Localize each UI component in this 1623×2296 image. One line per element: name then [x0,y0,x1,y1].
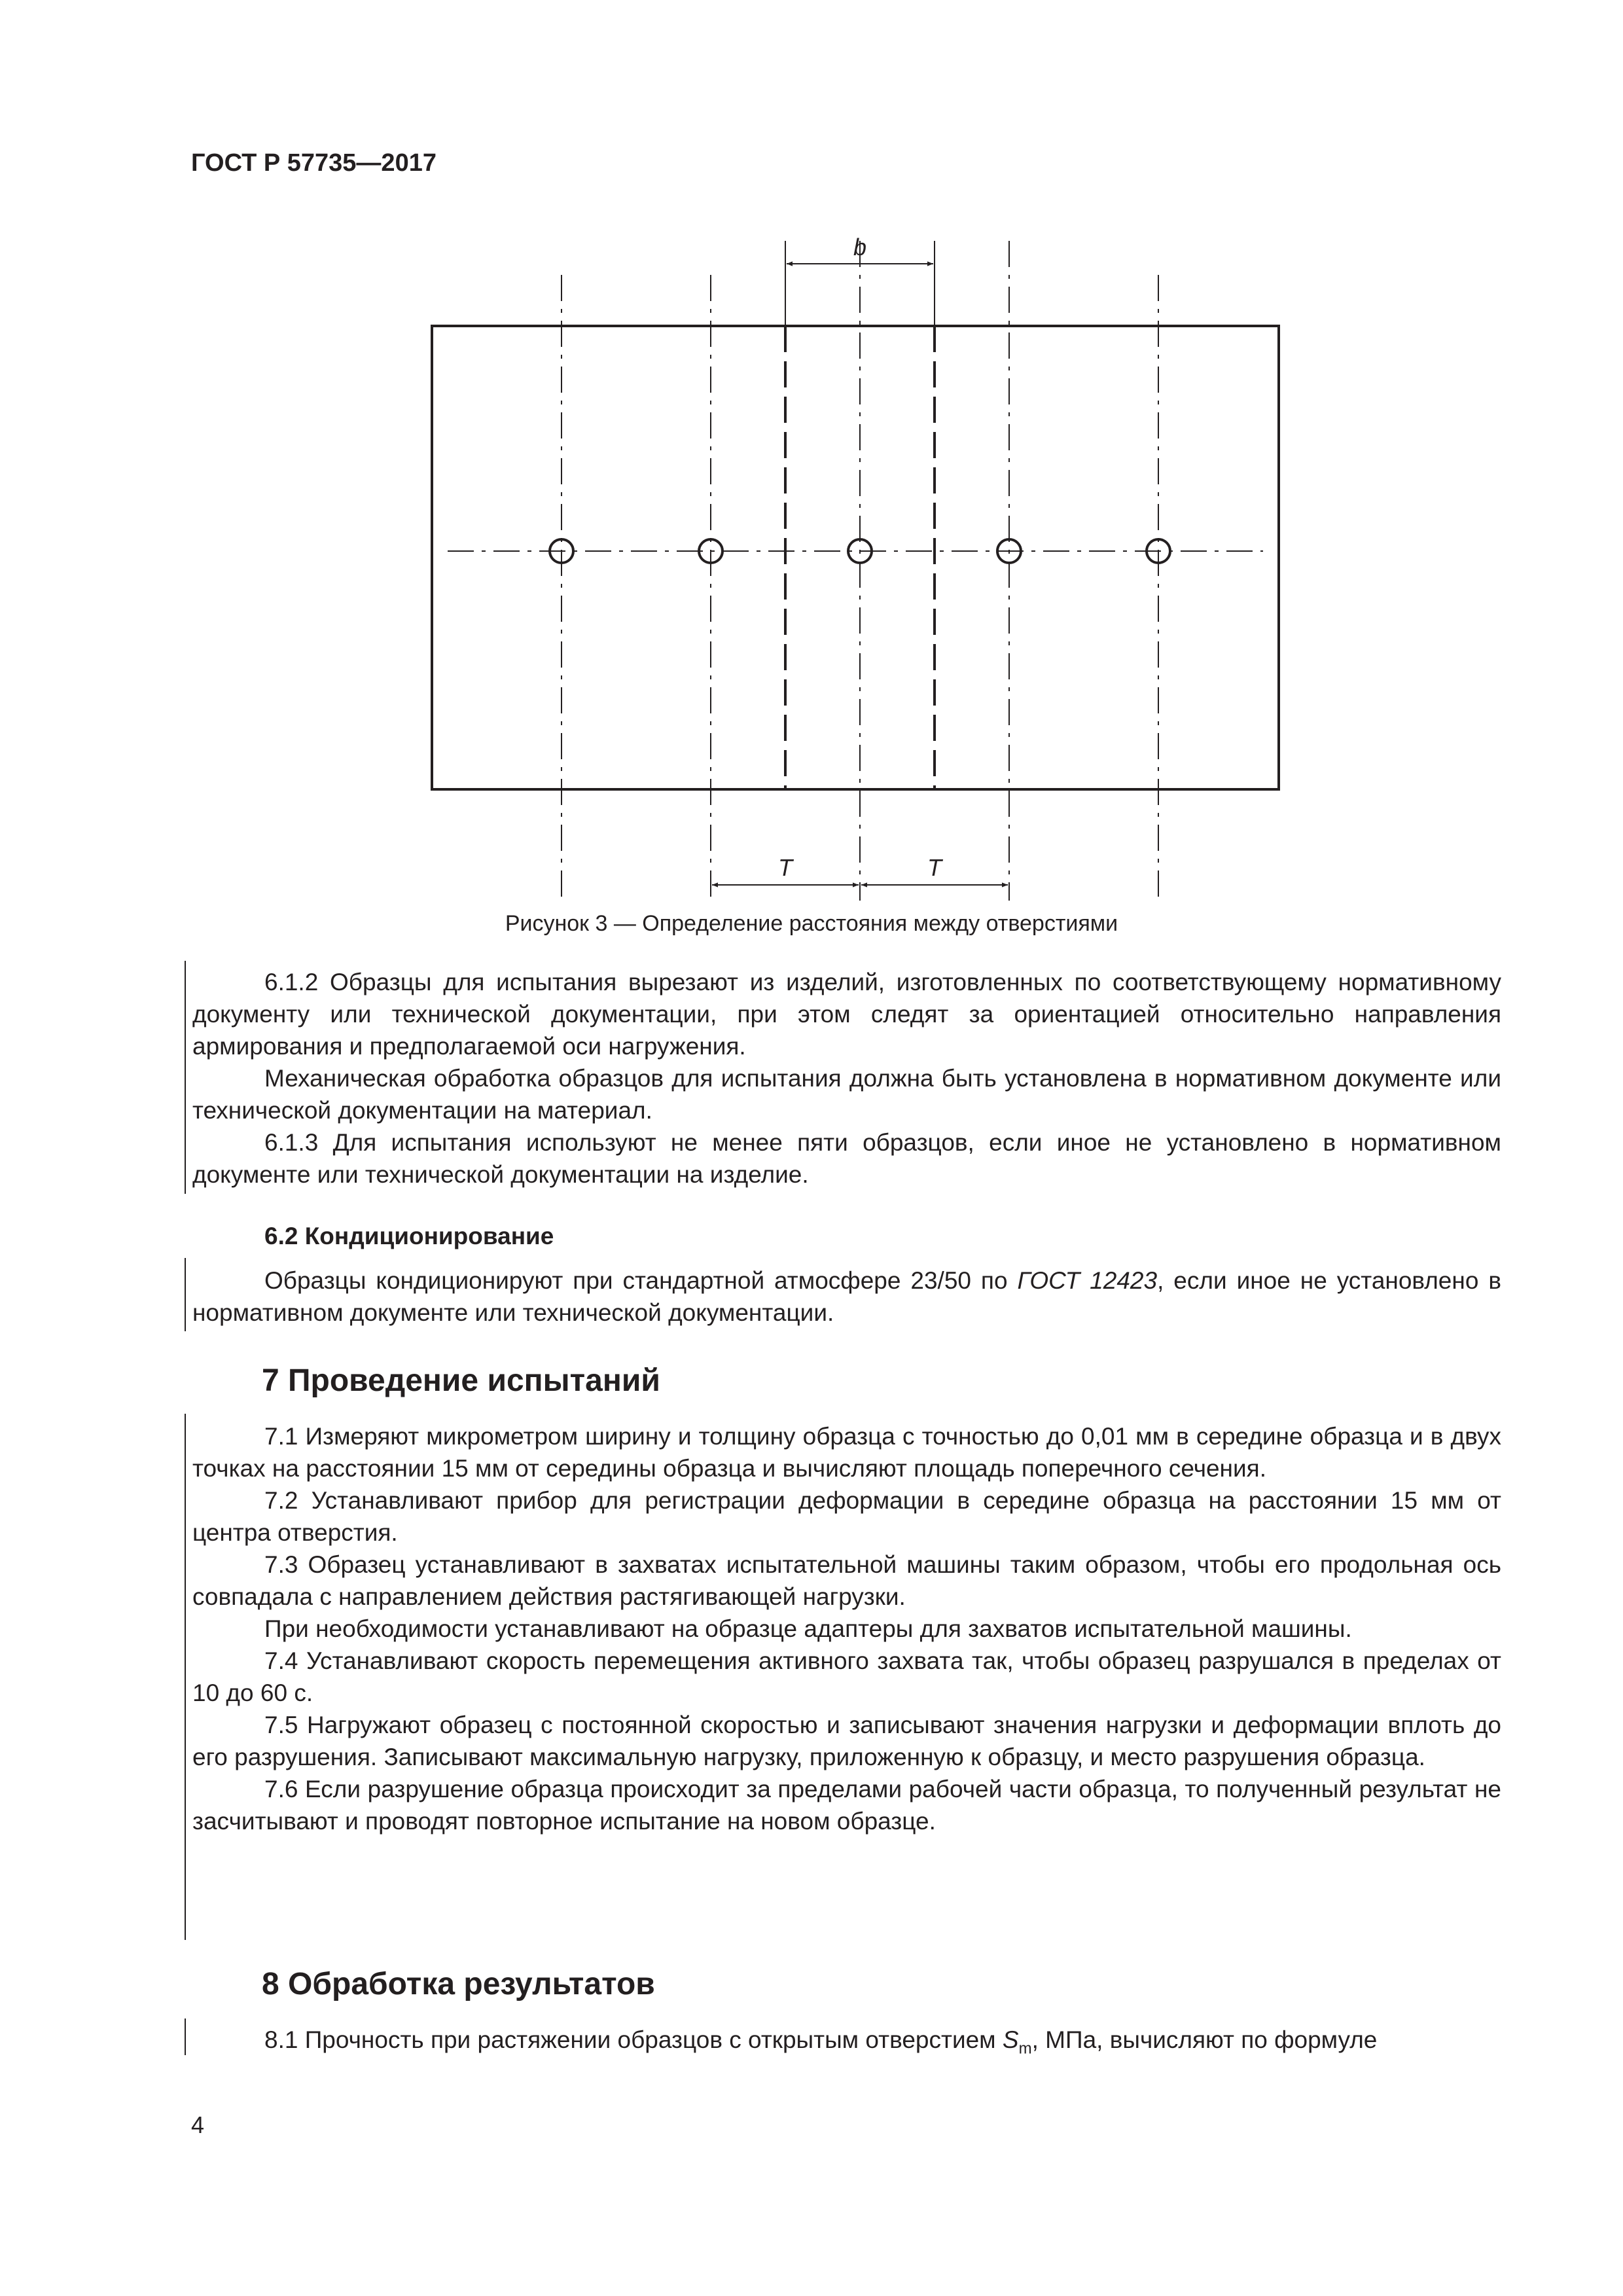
hole-axis-lines [562,241,1158,901]
dimension-t2-label: T [927,854,942,881]
paragraph-6-2: Образцы кондиционируют при стандартной атмосфере 23/50 по ГОСТ 12423, если иное не установлено в нормативном документе или технической документации. [192,1267,1501,1326]
standard-reference[interactable]: ГОСТ 12423 [1017,1267,1158,1294]
section-6-2-block [192,1265,1501,1329]
change-bar [185,961,186,1194]
document-header: ГОСТ Р 57735—2017 [191,149,437,177]
paragraph-7-3: 7.3 Образец устанавливают в захватах испытательной машины таким образом, чтобы его продольная ось совпадала с направлением действия растягивающей нагрузки. [192,1551,1501,1610]
paragraph-8-1: 8.1 Прочность при растяжении образцов с открытым отверстием $S_m$, МПа, вычисляют по формуле [264,2026,1378,2058]
section-7-block [192,1420,1501,1837]
paragraph-7-1: 7.1 Измеряют микрометром ширину и толщину образца с точностью до 0,01 мм в середине образца и в двух точках на расстоянии 15 мм от середины образца и вычисляют площадь поперечного сечения. [192,1423,1501,1482]
paragraph-7-5: 7.5 Нагружают образец с постоянной скоростью и записывают значения нагрузки и деформации вплоть до его разрушения. Записывают максимальную нагрузку, приложенную к образцу, и место разрушения образца. [192,1712,1501,1770]
section-6-1-block [192,966,1501,1191]
change-bar [185,2018,186,2055]
paragraph-7-4: 7.4 Устанавливают скорость перемещения активного захвата так, чтобы образец разрушался в пределах от 10 до 60 с. [192,1647,1501,1706]
figure-3-diagram [0,223,1623,903]
section-8-block [192,2024,1501,2064]
paragraph-7-2: 7.2 Устанавливают прибор для регистрации деформации в середине образца на расстоянии 15 мм от центра отверстия. [192,1487,1501,1546]
dimension-t1-label: T [778,854,793,881]
change-bar [185,1258,186,1331]
specimen-outline [432,326,1279,789]
dimension-b-label: b [853,234,867,260]
change-bar [185,1414,186,1940]
page-number: 4 [191,2111,205,2138]
paragraph-7-6: 7.6 Если разрушение образца происходит за пределами рабочей части образца, то полученный результат не засчитывают и проводят повторное испытание на новом образце. [192,1776,1501,1835]
paragraph-adapters: При необходимости устанавливают на образце адаптеры для захватов испытательной машины. [264,1615,1352,1642]
paragraph-machining: Механическая обработка образцов для испытания должна быть установлена в нормативном документе или технической документации на материал. [192,1065,1501,1124]
section-title-8: 8 Обработка результатов [262,1967,655,2001]
variable-s-m: $S_m$ [1002,2026,1032,2058]
figure-caption: Рисунок 3 — Определение расстояния между отверстиями [505,911,1118,936]
paragraph-6-1-2: 6.1.2 Образцы для испытания вырезают из изделий, изготовленных по соответствующему нормативному документу или технической документации, при этом следят за ориентацией относительно направления армирования и предполагаемой оси нагружения. [192,969,1501,1060]
subsection-title-6-2: 6.2 Кондиционирование [264,1223,554,1249]
paragraph-6-1-3: 6.1.3 Для испытания используют не менее пяти образцов, если иное не установлено в нормативном документе или технической документации на изделие. [192,1129,1501,1188]
section-title-7: 7 Проведение испытаний [262,1363,660,1398]
